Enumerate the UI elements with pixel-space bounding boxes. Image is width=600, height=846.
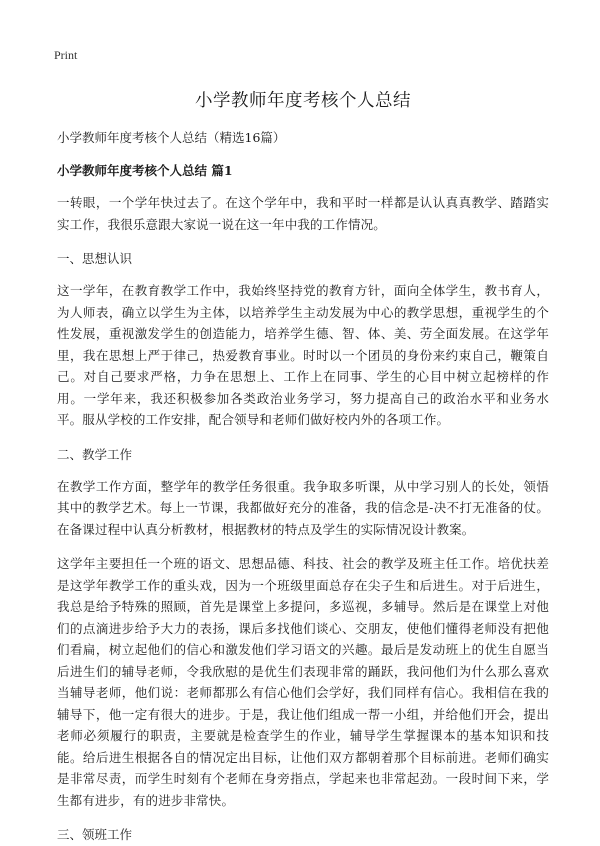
section-heading-thought: 一、思想认识 <box>57 251 133 266</box>
intro-paragraph: 一转眼，一个学年快过去了。在这个学年中，我和平时一样都是认认真真教学、踏踏实实工作，我很乐意跟大家说一说在这一年中我的工作情况。 <box>57 195 549 232</box>
article-heading: 小学教师年度考核个人总结 篇1 <box>57 163 233 178</box>
page-title: 小学教师年度考核个人总结 <box>195 91 411 111</box>
document-subtitle: 小学教师年度考核个人总结（精选16篇） <box>57 130 286 145</box>
section-heading-class-leading: 三、领班工作 <box>57 827 133 842</box>
section-teaching-paragraph-1: 在教学工作方面，整学年的教学任务很重。我争取多听课，从中学习别人的长处，领悟其中的教学艺术。每上一节课，我都做好充分的准备，我的信念是-决不打无准备的仗。在备课过程中认真分析教材，根据教材的特点及学生的实际情况设计教案。 <box>57 478 549 537</box>
section-thought-paragraph: 这一学年，在教育教学工作中，我始终坚持党的教育方针，面向全体学生，教书育人，为人师表，确立以学生为主体，以培养学生主动发展为中心的教学思想，重视学生的个性发展，重视激发学生的创造能力，培养学生德、智、体、美、劳全面发展。在这学年里，我在思想上严于律己，热爱教育事业。时时以一个团员的身份来约束自己，鞭策自己。对自己要求严格，力争在思想上、工作上在同事、学生的心目中树立起榜样的作用。一学年来，我还积极参加各类政治业务学习，努力提高自己的政治水平和业务水平。服从学校的工作安排，配合领导和老师们做好校内外的各项工作。 <box>57 283 549 427</box>
section-heading-teaching: 二、教学工作 <box>57 446 133 462</box>
print-link[interactable]: Print <box>54 48 78 62</box>
section-teaching-paragraph-2: 这学年主要担任一个班的语文、思想品德、科技、社会的教学及班主任工作。培优扶差是这学年教学工作的重头戏，因为一个班级里面总存在尖子生和后进生。对于后进生，我总是给予特殊的照顾，首先是课堂上多提问，多巡视，多辅导。然后是在课堂上对他们的点滴进步给予大力的表扬，课后多找他们谈心、交朋友，使他们懂得老师没有把他们看扁，树立起他们的信心和激发他们学习语文的兴趣。最后是发动班上的优生自愿当后进生们的辅导老师，令我欣慰的是优生们表现非常的踊跃，我问他们为什么那么喜欢当辅导老师，他们说：老师都那么有信心他们会学好，我们同样有信心。我相信在我的辅导下，他一定有很大的进步。于是，我让他们组成一帮一小组，并给他们开会，提出老师必须履行的职责，主要就是检查学生的作业，辅导学生掌握课本的基本知识和技能。给后进生根据各自的情况定出目标，让他们双方都朝着那个目标前进。老师们确实是非常尽责，而学生时刻有个老师在身旁指点，学起来也非常起劲。一段时间下来，学生都有进步，有的进步非常快。 <box>57 556 549 808</box>
